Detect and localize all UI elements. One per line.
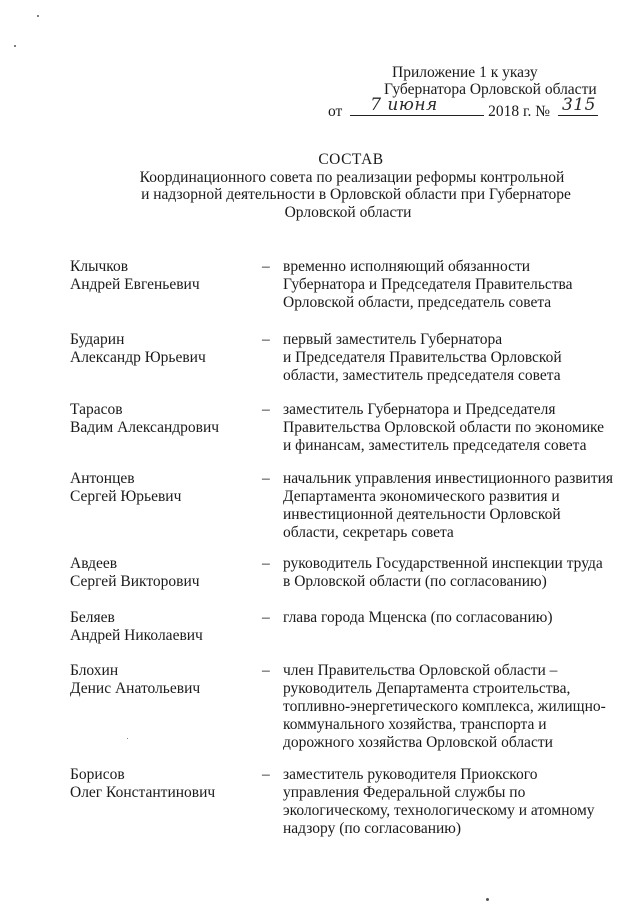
- member-name: [70, 766, 260, 802]
- member-role-line: временно исполняющий обязанности: [283, 258, 531, 275]
- member-role-line: глава города Мценска (по согласованию): [283, 609, 553, 626]
- member-role: [283, 555, 628, 591]
- appendix-line-2: Губернатора Орловской области: [384, 81, 597, 98]
- member-separator: –: [262, 470, 270, 487]
- scan-speck: [486, 898, 489, 901]
- member-name: [70, 258, 260, 294]
- member-role: [283, 609, 628, 627]
- appendix-line-1: Приложение 1 к указу: [392, 64, 538, 81]
- member-role-line: заместитель Губернатора и Председателя: [283, 401, 556, 418]
- member-given-names: Олег Константинович: [70, 784, 216, 801]
- member-separator: –: [262, 258, 270, 275]
- member-separator: –: [262, 609, 270, 626]
- member-given-names: Андрей Николаевич: [70, 627, 203, 644]
- member-role-line: руководитель Департамента строительства,: [283, 680, 571, 697]
- member-role: [283, 331, 628, 385]
- document-title: [0, 151, 640, 221]
- member-name: [70, 662, 260, 698]
- member-role-line: дорожного хозяйства Орловской области: [283, 734, 553, 751]
- member-separator: –: [262, 766, 270, 783]
- member-surname: Клычков: [70, 258, 129, 275]
- member-role-line: начальник управления инвестиционного развития: [283, 470, 614, 487]
- member-separator: –: [262, 555, 270, 572]
- member-surname: Беляев: [70, 609, 115, 626]
- title-heading: СОСТАВ: [318, 151, 384, 168]
- member-given-names: Андрей Евгеньевич: [70, 276, 200, 293]
- title-line-1: Координационного совета по реализации реформы контрольной: [139, 168, 565, 186]
- member-surname: Бударин: [70, 331, 125, 348]
- member-role-line: Департамента экономического развития и: [283, 488, 560, 505]
- member-given-names: Александр Юрьевич: [70, 349, 206, 366]
- member-separator: –: [262, 401, 270, 418]
- member-role-line: Правительства Орловской области по экономике: [283, 419, 605, 436]
- member-role: [283, 662, 628, 752]
- member-role: [283, 766, 628, 838]
- member-role-line: Губернатора и Председателя Правительства: [283, 276, 573, 293]
- date-prefix: от: [328, 103, 343, 120]
- member-name: [70, 331, 260, 367]
- member-separator: –: [262, 662, 270, 679]
- member-role-line: области, заместитель председателя совета: [283, 367, 561, 384]
- member-role-line: Орловской области, председатель совета: [283, 294, 552, 311]
- member-role-line: в Орловской области (по согласованию): [283, 573, 547, 590]
- member-role: [283, 258, 628, 312]
- member-name: [70, 609, 260, 645]
- member-role-line: экологическому, технологическому и атомному: [283, 802, 595, 819]
- date-blank: [350, 95, 484, 116]
- member-role-line: топливно-энергетического комплекса, жилищно-: [283, 698, 606, 715]
- member-role-line: заместитель руководителя Приокского: [283, 766, 538, 783]
- member-name: [70, 555, 260, 591]
- member-given-names: Денис Анатольевич: [70, 680, 201, 697]
- member-name: [70, 470, 260, 506]
- member-role: [283, 470, 628, 542]
- appendix-header: [300, 64, 600, 120]
- year-number-label: 2018 г. №: [488, 103, 551, 120]
- member-name: [70, 401, 260, 437]
- member-role-line: управления Федеральной службы по: [283, 784, 526, 801]
- member-role-line: и финансам, заместитель председателя совета: [283, 437, 587, 454]
- scan-speck: [127, 738, 128, 739]
- scan-speck: [14, 45, 16, 47]
- handwritten-number: 315: [561, 95, 596, 115]
- member-surname: Авдеев: [70, 555, 118, 572]
- member-role-line: член Правительства Орловской области –: [283, 662, 558, 679]
- scan-speck: [37, 15, 39, 17]
- title-line-3: Орловской области: [284, 203, 412, 221]
- title-line-2: и надзорной деятельности в Орловской области при Губернаторе: [141, 186, 571, 203]
- member-separator: –: [262, 331, 270, 348]
- member-surname: Тарасов: [70, 401, 123, 418]
- member-role-line: области, секретарь совета: [283, 524, 454, 541]
- member-role-line: руководитель Государственной инспекции труда: [283, 555, 603, 572]
- member-surname: Борисов: [70, 766, 125, 783]
- member-surname: Антонцев: [70, 470, 135, 487]
- member-given-names: Сергей Викторович: [70, 573, 200, 590]
- handwritten-date: 7 июня: [370, 95, 438, 115]
- member-role-line: коммунального хозяйства, транспорта и: [283, 716, 547, 733]
- member-given-names: Сергей Юрьевич: [70, 488, 182, 505]
- member-given-names: Вадим Александрович: [70, 419, 220, 436]
- appendix-date-line: [300, 95, 600, 120]
- member-role: [283, 401, 628, 455]
- member-role-line: надзору (по согласованию): [283, 820, 462, 837]
- member-role-line: инвестиционной деятельности Орловской: [283, 506, 561, 523]
- member-role-line: первый заместитель Губернатора: [283, 331, 503, 348]
- member-role-line: и Председателя Правительства Орловской: [283, 349, 562, 366]
- number-blank: [558, 95, 598, 116]
- member-surname: Блохин: [70, 662, 119, 679]
